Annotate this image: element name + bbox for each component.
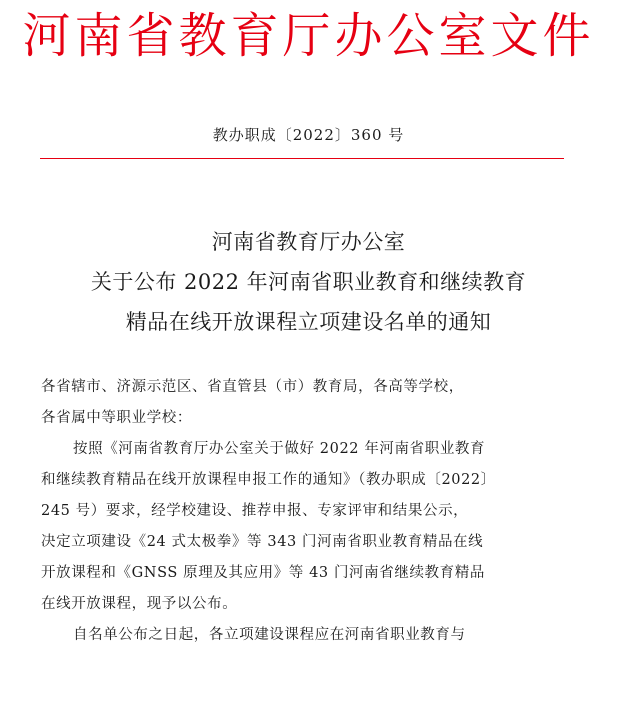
masthead-title: 河南省教育厅办公室文件 — [22, 8, 595, 64]
document-number: 教办职成〔2022〕360 号 — [212, 126, 405, 144]
title-line-3: 精品在线开放课程立项建设名单的通知 — [125, 310, 492, 334]
paragraph-1-line-6: 在线开放课程，现予以公布。 — [41, 596, 238, 612]
title-line-2: 关于公布 2022 年河南省职业教育和继续教育 — [90, 270, 527, 294]
paragraph-1-line-1: 按照《河南省教育厅办公室关于做好 2022 年河南省职业教育 — [73, 441, 486, 457]
paragraph-1-line-4: 决定立项建设《24 式太极拳》等 343 门河南省职业教育精品在线 — [41, 534, 484, 550]
paragraph-1-line-3: 245 号）要求，经学校建设、推荐申报、专家评审和结果公示， — [41, 503, 469, 519]
red-divider-line — [40, 158, 564, 159]
paragraph-1-line-2: 和继续教育精品在线开放课程申报工作的通知》（教办职成〔2022〕 — [41, 472, 496, 488]
notice-title — [0, 222, 617, 342]
notice-body — [41, 372, 581, 651]
title-line-1: 河南省教育厅办公室 — [211, 230, 406, 254]
paragraph-2-line-1: 自名单公布之日起，各立项建设课程应在河南省职业教育与 — [73, 627, 466, 643]
paragraph-1-line-5: 开放课程和《GNSS 原理及其应用》等 43 门河南省继续教育精品 — [41, 565, 485, 581]
addressee-line-1: 各省辖市、济源示范区、省直管县（市）教育局，各高等学校， — [41, 379, 464, 395]
addressee-line-2: 各省属中等职业学校： — [41, 410, 192, 426]
